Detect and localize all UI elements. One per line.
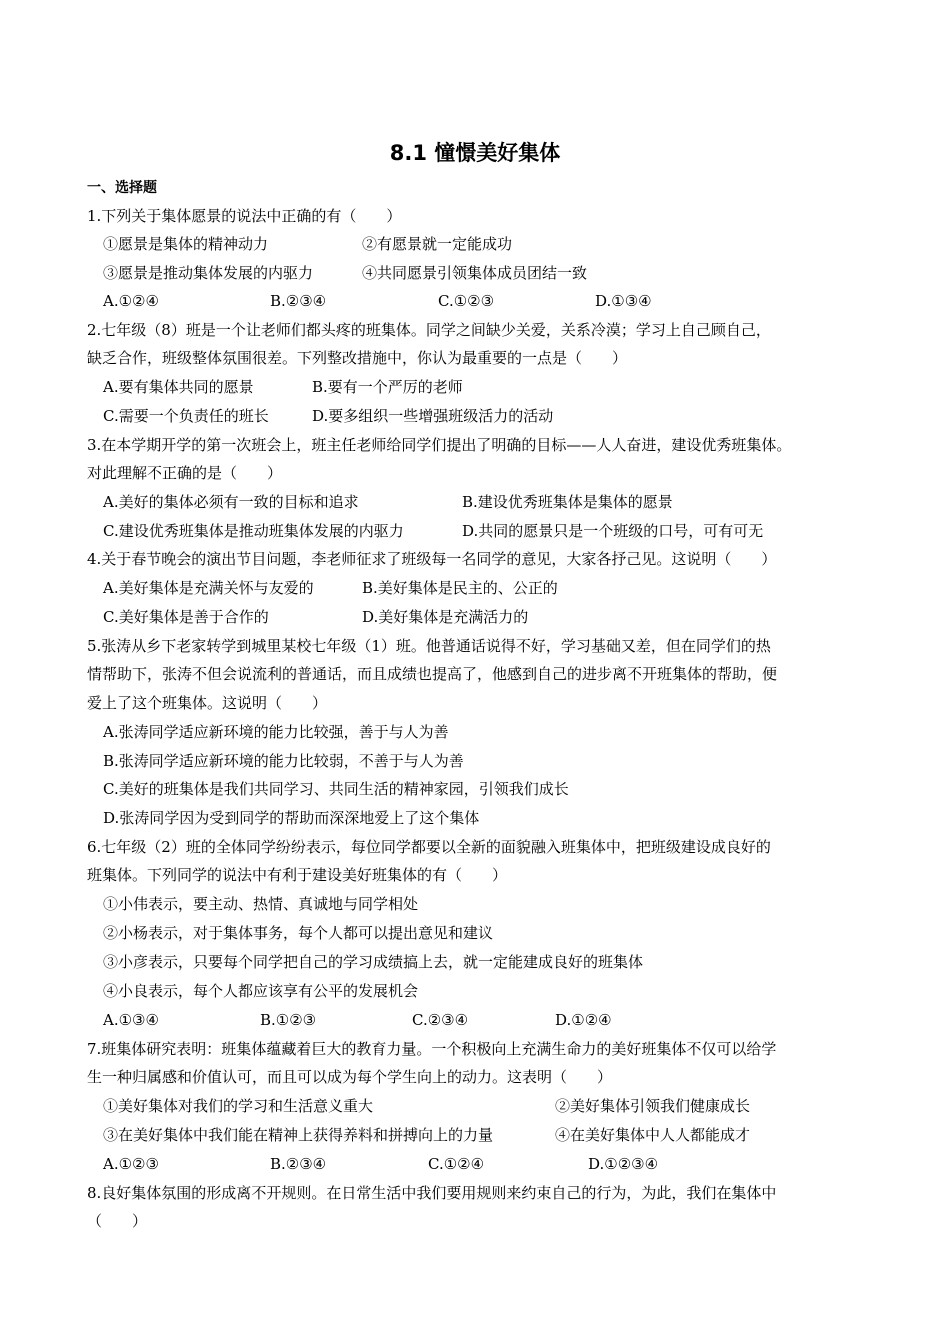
question-8-stem-line-2: （ ） xyxy=(87,1212,148,1230)
question-7-statement-4: ④在美好集体中人人都能成才 xyxy=(555,1126,751,1144)
question-1-statement-3: ③愿景是推动集体发展的内驱力 xyxy=(103,264,314,282)
question-1-option-a: A.①②④ xyxy=(103,292,159,310)
page-title: 8.1 憧憬美好集体 xyxy=(389,141,561,165)
question-2-stem-line-1: 2.七年级（8）班是一个让老师们都头疼的班集体。同学之间缺少关爱，关系冷漠；学习上自己顾自己， xyxy=(87,321,771,339)
question-1-stem: 1.下列关于集体愿景的说法中正确的有（ ） xyxy=(87,207,402,225)
question-7-stem-line-1: 7.班集体研究表明：班集体蕴藏着巨大的教育力量。一个积极向上充满生命力的美好班集体不仅可以给学 xyxy=(87,1040,777,1058)
question-3-option-c: C.建设优秀班集体是推动班集体发展的内驱力 xyxy=(103,522,404,540)
question-2-option-b: B.要有一个严厉的老师 xyxy=(312,378,463,396)
question-3-option-b: B.建设优秀班集体是集体的愿景 xyxy=(462,493,673,511)
question-4-option-c: C.美好集体是善于合作的 xyxy=(103,608,269,626)
question-1-statement-1: ①愿景是集体的精神动力 xyxy=(103,235,269,253)
question-6-option-b: B.①②③ xyxy=(260,1011,317,1029)
question-7-option-d: D.①②③④ xyxy=(588,1155,659,1173)
question-4-option-b: B.美好集体是民主的、公正的 xyxy=(362,579,558,597)
question-7-option-a: A.①②③ xyxy=(103,1155,159,1173)
question-2-option-a: A.要有集体共同的愿景 xyxy=(103,378,254,396)
question-6-stem-line-2: 班集体。下列同学的说法中有利于建设美好班集体的有（ ） xyxy=(87,866,508,884)
question-3-stem-line-2: 对此理解不正确的是（ ） xyxy=(87,464,283,482)
question-3-option-d: D.共同的愿景只是一个班级的口号，可有可无 xyxy=(462,522,764,540)
question-3-stem-line-1: 3.在本学期开学的第一次班会上，班主任老师给同学们提出了明确的目标——人人奋进，建设优秀班集体。 xyxy=(87,436,792,454)
question-7-option-b: B.②③④ xyxy=(270,1155,327,1173)
question-7-option-c: C.①②④ xyxy=(428,1155,485,1173)
question-7-statement-3: ③在美好集体中我们能在精神上获得养料和拼搏向上的力量 xyxy=(103,1126,494,1144)
question-7-statement-2: ②美好集体引领我们健康成长 xyxy=(555,1097,751,1115)
question-5-option-a: A.张涛同学适应新环境的能力比较强，善于与人为善 xyxy=(103,723,449,741)
question-1-option-d: D.①③④ xyxy=(595,292,652,310)
question-4-option-d: D.美好集体是充满活力的 xyxy=(362,608,529,626)
question-8-stem-line-1: 8.良好集体氛围的形成离不开规则。在日常生活中我们要用规则来约束自己的行为，为此，我们在集体中 xyxy=(87,1184,777,1202)
question-2-option-c: C.需要一个负责任的班长 xyxy=(103,407,269,425)
question-6-statement-3: ③小彦表示，只要每个同学把自己的学习成绩搞上去，就一定能建成良好的班集体 xyxy=(103,953,644,971)
section-heading: 一、选择题 xyxy=(87,180,157,196)
question-1-statement-4: ④共同愿景引领集体成员团结一致 xyxy=(362,264,588,282)
question-2-option-d: D.要多组织一些增强班级活力的活动 xyxy=(312,407,554,425)
question-1-statement-2: ②有愿景就一定能成功 xyxy=(362,235,513,253)
question-4-stem: 4.关于春节晚会的演出节目问题，李老师征求了班级每一名同学的意见，大家各抒己见。这说明（ ） xyxy=(87,550,777,568)
question-5-option-b: B.张涛同学适应新环境的能力比较弱，不善于与人为善 xyxy=(103,752,464,770)
question-6-stem-line-1: 6.七年级（2）班的全体同学纷纷表示，每位同学都要以全新的面貌融入班集体中，把班级建设成良好的 xyxy=(87,838,771,856)
question-6-option-d: D.①②④ xyxy=(555,1011,612,1029)
question-2-stem-line-2: 缺乏合作，班级整体氛围很差。下列整改措施中，你认为最重要的一点是（ ） xyxy=(87,349,628,367)
question-6-option-c: C.②③④ xyxy=(412,1011,469,1029)
question-1-option-c: C.①②③ xyxy=(438,292,495,310)
question-3-option-a: A.美好的集体必须有一致的目标和追求 xyxy=(103,493,359,511)
question-7-stem-line-2: 生一种归属感和价值认可，而且可以成为每个学生向上的动力。这表明（ ） xyxy=(87,1068,613,1086)
question-1-option-b: B.②③④ xyxy=(270,292,327,310)
question-5-stem-line-2: 情帮助下，张涛不但会说流利的普通话，而且成绩也提高了，他感到自己的进步离不开班集体的帮助，便 xyxy=(87,665,778,683)
question-5-option-c: C.美好的班集体是我们共同学习、共同生活的精神家园，引领我们成长 xyxy=(103,780,569,798)
question-5-stem-line-1: 5.张涛从乡下老家转学到城里某校七年级（1）班。他普通话说得不好，学习基础又差，但在同学们的热 xyxy=(87,637,771,655)
question-5-option-d: D.张涛同学因为受到同学的帮助而深深地爱上了这个集体 xyxy=(103,809,480,827)
question-4-option-a: A.美好集体是充满关怀与友爱的 xyxy=(103,579,314,597)
question-5-stem-line-3: 爱上了这个班集体。这说明（ ） xyxy=(87,694,328,712)
question-6-option-a: A.①③④ xyxy=(103,1011,159,1029)
question-6-statement-1: ①小伟表示，要主动、热情、真诚地与同学相处 xyxy=(103,895,419,913)
question-7-statement-1: ①美好集体对我们的学习和生活意义重大 xyxy=(103,1097,374,1115)
question-6-statement-4: ④小良表示，每个人都应该享有公平的发展机会 xyxy=(103,982,419,1000)
question-6-statement-2: ②小杨表示，对于集体事务，每个人都可以提出意见和建议 xyxy=(103,924,494,942)
